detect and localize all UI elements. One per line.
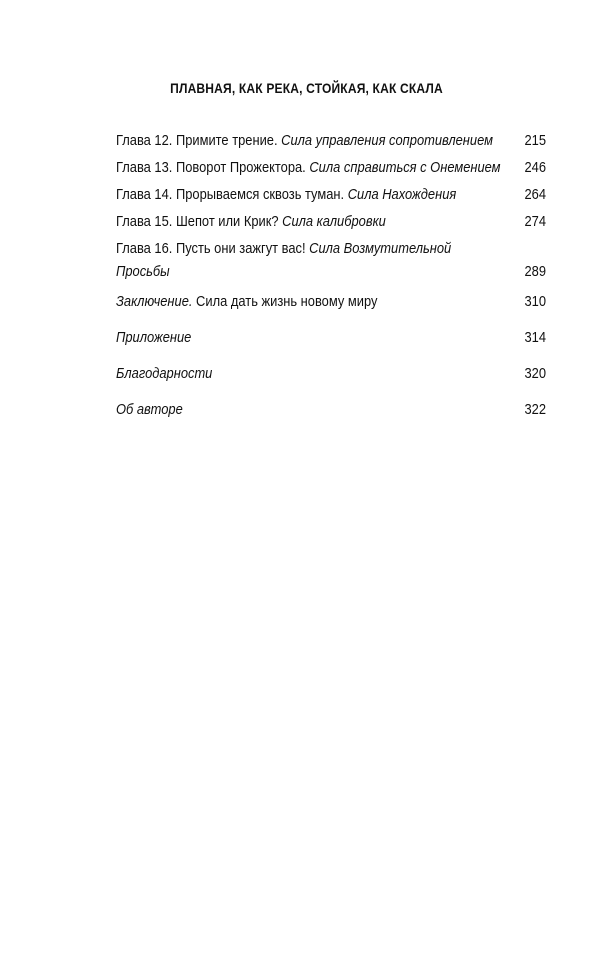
toc-chapter-label: Заключение. xyxy=(116,293,193,310)
table-of-contents xyxy=(116,131,546,427)
toc-chapter-label: Глава 16. Пусть они зажгут вас! xyxy=(116,240,306,257)
toc-chapter-label: Глава 15. Шепот или Крик? xyxy=(116,213,279,230)
toc-page-number: 274 xyxy=(524,213,546,230)
toc-chapter-subtitle-continued: Просьбы xyxy=(116,263,170,280)
toc-chapter-subtitle: Сила справиться с Онемением xyxy=(309,159,501,176)
toc-chapter-subtitle: Сила калибровки xyxy=(282,213,386,230)
toc-entry-text xyxy=(116,239,452,258)
toc-entry-chapter-16 xyxy=(116,239,546,281)
toc-chapter-label: Глава 13. Поворот Прожектора. xyxy=(116,159,306,176)
toc-page-number: 314 xyxy=(524,329,546,346)
toc-entry-conclusion xyxy=(116,292,546,311)
running-header: ПЛАВНАЯ, КАК РЕКА, СТОЙКАЯ, КАК СКАЛА xyxy=(170,80,443,96)
toc-page-number: 310 xyxy=(524,293,546,310)
toc-entry-text xyxy=(116,131,493,150)
toc-chapter-label: Глава 14. Прорываемся сквозь туман. xyxy=(116,186,345,203)
toc-page-number: 289 xyxy=(524,263,546,280)
toc-entry-chapter-15 xyxy=(116,212,546,231)
toc-page-number: 215 xyxy=(524,132,546,149)
toc-chapter-subtitle: Сила дать жизнь новому миру xyxy=(196,293,378,310)
toc-page-number: 264 xyxy=(524,186,546,203)
toc-chapter-subtitle: Сила Нахождения xyxy=(347,186,457,203)
toc-chapter-label: Благодарности xyxy=(116,365,213,382)
toc-entry-text xyxy=(116,212,436,231)
toc-entry-chapter-12 xyxy=(116,131,546,150)
toc-chapter-label: Глава 12. Примите трение. xyxy=(116,132,278,149)
toc-chapter-label: Об авторе xyxy=(116,401,183,418)
toc-chapter-subtitle: Сила управления сопротивлением xyxy=(281,132,493,149)
toc-chapter-label: Приложение xyxy=(116,329,192,346)
toc-page-number: 322 xyxy=(524,401,546,418)
toc-entry-acknowledgements xyxy=(116,364,546,383)
toc-page-number: 320 xyxy=(524,365,546,382)
toc-page-number: 246 xyxy=(524,159,546,176)
toc-entry-text xyxy=(116,158,501,177)
toc-entry-text xyxy=(116,185,457,204)
toc-entry-appendix xyxy=(116,328,546,347)
toc-entry-text xyxy=(116,292,436,311)
toc-entry-chapter-14 xyxy=(116,185,546,204)
toc-entry-chapter-13 xyxy=(116,158,546,177)
toc-entry-about-author xyxy=(116,400,546,419)
toc-chapter-subtitle: Сила Возмутительной xyxy=(309,240,452,257)
